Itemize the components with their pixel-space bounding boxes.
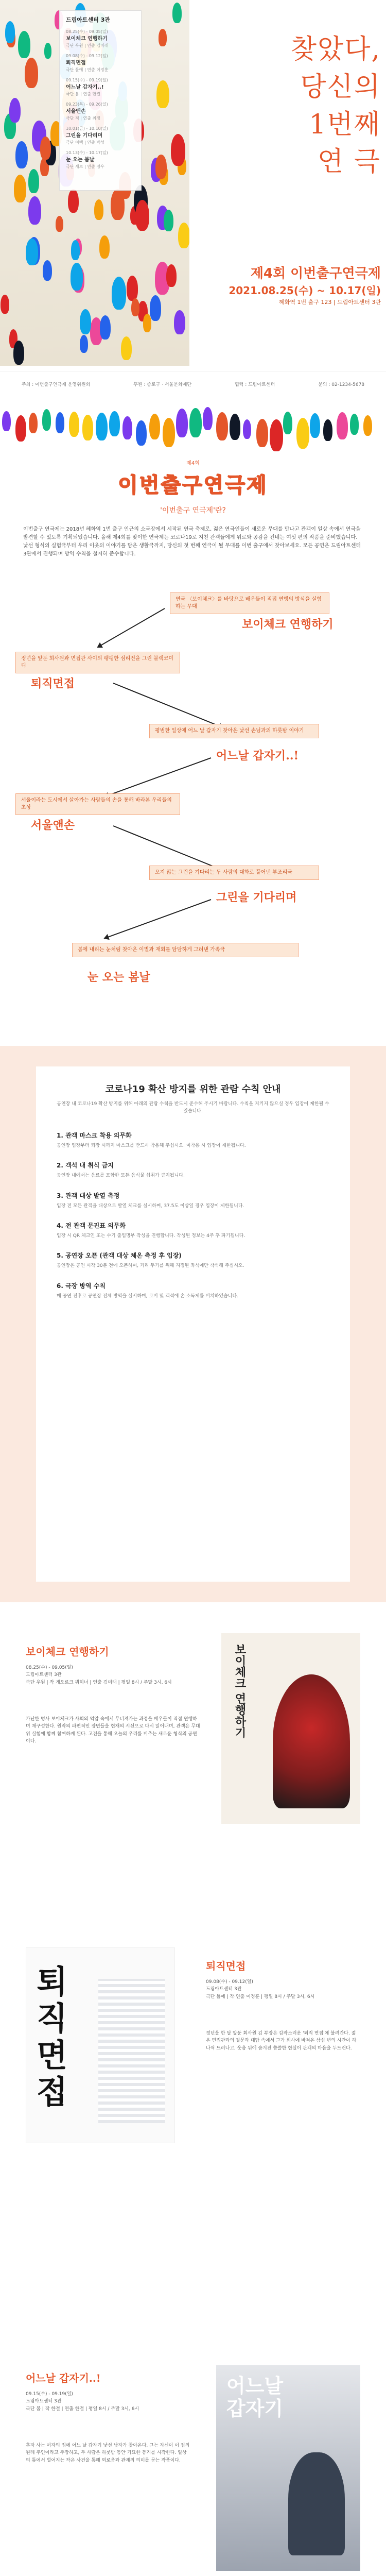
- crowd-figure: [25, 58, 39, 88]
- venue-show-entry: [66, 126, 135, 146]
- covid-rule: [57, 1251, 329, 1269]
- show-dates: 08.25(수) - 09.05(일): [26, 1665, 73, 1670]
- band-figure: [256, 419, 268, 447]
- program-desc: 서울이라는 도시에서 살아가는 사람들의 손을 통해 바라본 우리들의 초상: [15, 793, 180, 815]
- show-credits: 극단 틀에 | 작·연출 이정훈 | 평일 8시 / 주말 3시, 6시: [206, 1994, 315, 1999]
- program-title: 서울앤손: [31, 819, 75, 832]
- covid-rules-card: [36, 1066, 350, 1582]
- venue-show-date: 09.23(목) - 09.26(일): [66, 101, 108, 107]
- footer-sponsor: 후원 : 종로구 · 서울문화재단: [133, 382, 192, 387]
- hero-title-line: 찾았다,: [290, 34, 381, 65]
- crowd-figure: [127, 276, 138, 300]
- program-desc: 연극 〈보이체크〉를 바탕으로 배우들이 직접 연행의 방식을 실험하는 무대: [170, 592, 329, 614]
- crowd-figure: [94, 199, 103, 219]
- band-figure: [270, 419, 283, 451]
- crowd-figure: [156, 80, 169, 108]
- hero-title-line: 당신의: [300, 71, 381, 103]
- venue-show-title: 퇴직면접: [66, 60, 86, 66]
- venue-show-sub: 극단 봄 | 연출 한결: [66, 91, 100, 96]
- show-synopsis: 가난한 병사 보이체크가 사회의 억압 속에서 무너져가는 과정을 배우들이 직접 연행하며 재구성한다. 원작의 파편적인 장면들을 현재의 시선으로 다시 읽어내며, 관객은 무대 위 실험에 함께 참여하게 된다. 고전을 통해 오늘의 우리를 비추는 새로운 형식의 공연이다.: [26, 1717, 200, 1744]
- crowd-figure: [135, 200, 150, 231]
- flow-arrow: [104, 899, 211, 939]
- show-poster: [26, 1947, 175, 2143]
- crowd-figure: [43, 260, 52, 281]
- crowd-figure: [26, 239, 38, 265]
- flow-arrow: [113, 825, 223, 871]
- crowd-figure: [150, 295, 162, 321]
- crowd-figure: [121, 336, 132, 360]
- covid-rules-section: [0, 1046, 386, 1602]
- crowd-figure: [15, 141, 28, 168]
- poster-art: [288, 2452, 345, 2555]
- rule-heading: 4. 전 관객 문진표 의무화: [57, 1222, 126, 1229]
- venue-show-title: 그린을 기다리며: [66, 132, 103, 139]
- band-figure: [323, 419, 332, 441]
- intro-text: 이번출구 연극제는 2018년 혜화역 1번 출구 인근의 소극장에서 시작된 연극 축제로, 젊은 연극인들이 새로운 무대를 만나고 관객이 일상 속에서 연극을 발견할 수 있도록 기획되었습니다. 올해 제4회를 맞이한 연극제는 코로나19로 지친 관객들에게 위로와 공감을 건네는 여섯 편의 작품을 준비했습니다. 낯선 형식의 실험극부터 우리 이웃의 이야기를 담은 생활극까지, 당신의 첫 번째 연극이 될 무대를 이번 출구에서 찾아보세요. 모든 공연은 드림아트센터 3관에서 진행되며 방역 수칙을 철저히 준수합니다.: [23, 527, 361, 557]
- show-meta: [26, 2391, 180, 2413]
- program-desc: 평범한 일상에 어느 날 갑자기 찾아온 낯선 손님과의 하룻밤 이야기: [149, 724, 319, 738]
- crowd-figure: [13, 341, 24, 364]
- band-figure: [363, 415, 372, 436]
- venue-schedule-card: [59, 10, 142, 191]
- band-figure: [109, 411, 120, 437]
- decorative-figures-band: [0, 397, 386, 453]
- venue-show-entry: [66, 29, 135, 49]
- festival-place: 혜화역 1번 출구 123 | 드림아트센터 3관: [279, 299, 381, 306]
- crowd-figure: [28, 169, 39, 193]
- band-figure: [189, 408, 202, 437]
- crowd-figure: [100, 315, 111, 340]
- band-figure: [296, 418, 309, 449]
- intro-heading: '이번출구 연극제'란?: [160, 506, 226, 515]
- covid-intro: 공연장 내 코로나19 확산 방지를 위해 아래의 관람 수칙을 반드시 준수해 주시기 바랍니다. 수칙을 지키지 않으실 경우 입장이 제한될 수 있습니다.: [57, 1101, 329, 1114]
- footer-partner: 협력 : 드림아트센터: [234, 382, 275, 387]
- band-figure: [136, 420, 147, 446]
- band-figure: [96, 413, 108, 441]
- venue-show-sub: 극단 여백 | 연출 박성: [66, 140, 104, 145]
- band-figure: [176, 409, 188, 437]
- show-credits: 극단 봄 | 작 한결 | 연출 한결 | 평일 8시 / 주말 3시, 6시: [26, 2406, 139, 2412]
- crowd-figure: [14, 175, 27, 202]
- band-figure: [283, 412, 292, 434]
- poster-art: [98, 1979, 165, 2123]
- crowd-figure: [71, 263, 83, 291]
- band-figure: [216, 412, 228, 441]
- show-name: 보이체크 연행하기: [26, 1646, 109, 1658]
- covid-rule: [57, 1191, 329, 1210]
- festival-name: 제4회 이번출구연극제: [250, 266, 381, 281]
- rule-heading: 6. 극장 방역 수칙: [57, 1282, 106, 1290]
- flow-arrow: [113, 683, 223, 728]
- show-synopsis: 정년을 한 달 앞둔 회사원 김 부장은 갑작스러운 '퇴직 면접'에 불려간다. 젊은 면접관과의 질문과 대답 속에서 그가 회사에 바쳐온 삼십 년의 시간이 하나씩 드러나고, 웃음 뒤에 숨겨진 씁쓸한 현실이 관객의 마음을 두드린다.: [206, 2031, 357, 2051]
- hero-title: [268, 31, 381, 181]
- rule-text: 공연장 내에서는 음료를 포함한 모든 음식물 섭취가 금지됩니다.: [57, 1173, 185, 1179]
- crowd-figure: [99, 235, 110, 259]
- crowd-figure: [1, 295, 9, 314]
- crowd-figure: [80, 335, 88, 353]
- crowd-figure: [56, 216, 63, 232]
- crowd-figure: [68, 189, 79, 213]
- crowd-figure: [28, 196, 41, 224]
- crowd-figure: [155, 155, 166, 179]
- edition-label: 제4회: [186, 461, 200, 466]
- show-poster: [216, 2365, 360, 2571]
- rule-heading: 5. 공연장 오픈 (관객 대상 체온 측정 후 입장): [57, 1252, 182, 1260]
- venue-show-entry: [66, 150, 135, 170]
- venue-show-date: 09.08(수) - 09.12(일): [66, 53, 108, 58]
- show-dates: 09.08(수) - 09.12(일): [206, 1979, 253, 1985]
- hero-footer: [0, 371, 386, 397]
- crowd-figure: [171, 134, 185, 166]
- festival-logo: 이번출구연극제: [118, 473, 268, 497]
- show-meta: [26, 1664, 180, 1686]
- poster-title: 어느날 갑자기: [226, 2375, 284, 2420]
- hero-title-line: 연 극: [318, 146, 381, 178]
- rule-text: 공연장 입장부터 퇴장 시까지 마스크를 반드시 착용해 주십시오. 미착용 시 입장이 제한됩니다.: [57, 1143, 246, 1148]
- band-figure: [163, 418, 175, 447]
- crowd-figure: [71, 240, 80, 260]
- intro-section: [0, 453, 386, 587]
- band-figure: [69, 412, 79, 436]
- show-venue: 드림아트센터 3관: [26, 1672, 62, 1678]
- band-figure: [2, 411, 11, 432]
- show-section: [0, 1613, 386, 1922]
- venue-show-title: 보이체크 연행하기: [66, 36, 108, 42]
- crowd-figure: [5, 21, 15, 43]
- poster-art: [273, 1674, 350, 1808]
- band-figure: [243, 419, 251, 439]
- show-venue: 드림아트센터 3관: [206, 1987, 242, 1992]
- band-figure: [203, 407, 213, 430]
- rule-text: 공연장은 공연 시작 30분 전에 오픈하며, 거리 두기를 위해 지정된 좌석에만 착석해 주십시오.: [57, 1263, 244, 1269]
- program-title: 퇴직면접: [31, 677, 75, 690]
- venue-show-sub: 극단 틀에 | 연출 이정훈: [66, 67, 109, 72]
- footer-host: 주최 : 이번출구연극제 운영위원회: [21, 382, 91, 387]
- venue-show-sub: 극단 새로 | 연출 정우: [66, 164, 104, 169]
- hero-title-line: 1번째: [309, 109, 381, 140]
- program-desc: 봄에 내리는 눈처럼 찾아온 이별과 재회를 담담하게 그려낸 가족극: [72, 943, 299, 957]
- crowd-figure: [178, 223, 189, 248]
- crowd-figure: [9, 98, 21, 123]
- show-section: [0, 2349, 386, 2576]
- rule-heading: 1. 관객 마스크 착용 의무화: [57, 1131, 132, 1139]
- band-figure: [310, 413, 320, 438]
- show-venue: 드림아트센터 3관: [26, 2399, 62, 2404]
- show-name: 퇴직면접: [206, 1960, 246, 1972]
- covid-rule: [57, 1221, 329, 1240]
- crowd-figure: [40, 137, 50, 160]
- crowd-figure: [143, 314, 151, 332]
- covid-rule: [57, 1281, 329, 1300]
- venue-show-date: 10.13(수) - 10.17(일): [66, 150, 108, 155]
- band-figure: [122, 416, 132, 439]
- crowd-figure: [172, 3, 182, 23]
- crowd-figure: [131, 298, 139, 316]
- poster-title: 보이체크 연행하기: [233, 1643, 246, 1738]
- show-dates: 09.15(수) - 09.19(일): [26, 2392, 73, 2397]
- venue-show-entry: [66, 53, 135, 73]
- festival-dates: 2021.08.25(수) ~ 10.17(일): [229, 284, 381, 297]
- rule-heading: 2. 객석 내 취식 금지: [57, 1162, 114, 1170]
- venue-show-sub: 극단 적 | 연출 최정: [66, 115, 100, 121]
- band-figure: [82, 415, 93, 440]
- band-figure: [337, 412, 348, 439]
- program-title: 어느날 갑자기..!: [216, 749, 299, 762]
- flow-arrow: [98, 608, 165, 648]
- show-name: 어느날 갑자기..!: [26, 2372, 101, 2384]
- crowd-figure: [174, 310, 185, 334]
- venue-show-entry: [66, 77, 135, 97]
- program-title: 그린을 기다리며: [216, 891, 297, 904]
- crowd-figure: [18, 31, 30, 58]
- crowd-figure: [80, 309, 91, 334]
- band-figure: [350, 414, 359, 435]
- venue-show-title: 어느날 갑자기..!: [66, 84, 104, 90]
- crowd-figure: [164, 210, 173, 231]
- rule-text: 입장 전 모든 관객을 대상으로 발열 체크를 실시하며, 37.5도 이상일 경우 입장이 제한됩니다.: [57, 1203, 244, 1209]
- show-credits: 극단 우원 | 작 게오르크 뷔히너 | 연출 김미래 | 평일 8시 / 주말 3시, 6시: [26, 1680, 172, 1685]
- venue-show-sub: 극단 우원 | 연출 김미래: [66, 43, 109, 48]
- crowd-figure: [166, 264, 177, 287]
- program-title: 보이체크 연행하기: [242, 618, 334, 631]
- venue-show-title: 서울앤손: [66, 108, 86, 114]
- covid-rule: [57, 1131, 329, 1149]
- venue-show-date: 10.01(금) - 10.10(일): [66, 126, 108, 131]
- venue-show-entry: [66, 101, 135, 122]
- crowd-figure: [112, 277, 127, 309]
- show-meta: [206, 1978, 360, 2001]
- show-section: [0, 1927, 386, 2339]
- venue-show-date: 09.15(수) - 09.19(일): [66, 77, 108, 82]
- show-synopsis: 혼자 사는 여자의 집에 어느 날 갑자기 낯선 남자가 찾아온다. 그는 자신이 이 집의 원래 주인이라고 주장하고, 두 사람은 하룻밤 동안 기묘한 동거를 시작한다. 일상의 틈에서 벌어지는 작은 사건을 통해 외로움과 관계의 의미를 묻는 작품이다.: [26, 2443, 190, 2463]
- footer-contact: 문의 : 02-1234-5678: [318, 382, 365, 387]
- hero-section: [0, 0, 386, 453]
- band-figure: [56, 412, 64, 433]
- crowd-figure: [44, 43, 51, 59]
- venue-show-title: 눈 오는 봄날: [66, 157, 95, 163]
- flow-arrow: [104, 757, 211, 797]
- venue-label: 드림아트센터 3관: [66, 16, 110, 23]
- program-flow-section: [0, 587, 386, 1036]
- program-title: 눈 오는 봄날: [87, 971, 150, 984]
- rule-text: 입장 시 QR 체크인 또는 수기 출입명부 작성을 진행합니다. 작성된 정보는 4주 후 파기됩니다.: [57, 1233, 245, 1239]
- program-desc: 오지 않는 그린을 기다리는 두 사람의 대화로 풀어낸 부조리극: [149, 866, 319, 880]
- covid-title: 코로나19 확산 방지를 위한 관람 수칙 안내: [105, 1084, 281, 1095]
- band-figure: [149, 414, 160, 439]
- rule-text: 매 공연 전후로 공연장 전체 방역을 실시하며, 로비 및 객석에 손 소독제를 비치하였습니다.: [57, 1293, 239, 1299]
- show-poster: [221, 1633, 360, 1824]
- band-figure: [230, 414, 240, 439]
- poster-title: 퇴직면접: [37, 1963, 67, 2111]
- band-figure: [29, 413, 38, 434]
- program-desc: 정년을 앞둔 회사원과 면접관 사이의 팽팽한 심리전을 그린 블랙코미디: [15, 652, 180, 673]
- band-figure: [42, 409, 51, 431]
- rule-heading: 3. 관객 대상 발열 측정: [57, 1192, 120, 1199]
- venue-show-date: 08.25(수) - 09.05(일): [66, 29, 108, 34]
- band-figure: [15, 415, 26, 442]
- covid-rule: [57, 1161, 329, 1179]
- crowd-figure: [159, 29, 166, 46]
